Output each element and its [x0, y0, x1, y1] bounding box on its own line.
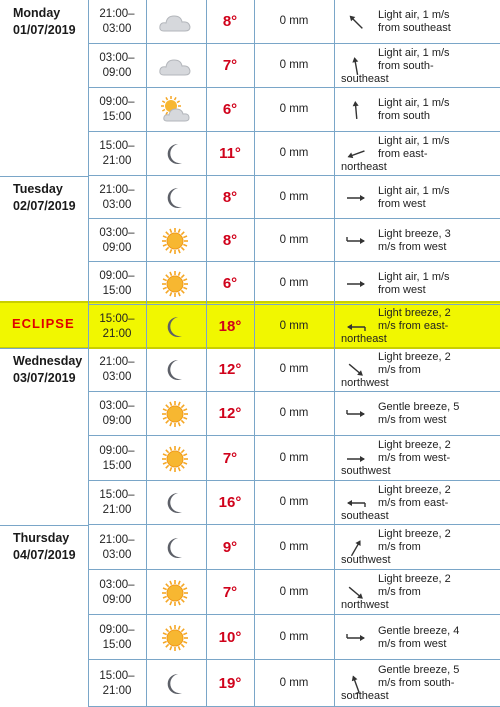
arrow-shape	[348, 14, 365, 31]
time-range	[88, 51, 146, 81]
time-start: 21:00–	[99, 183, 135, 196]
arrow-shape	[352, 101, 360, 119]
wind-line: Gentle breeze, 5	[378, 401, 460, 413]
day-date: 03/07/2019	[13, 371, 76, 385]
temperature: 6°	[222, 274, 238, 292]
temperature: 12°	[218, 405, 242, 422]
sun-ray	[183, 641, 187, 643]
wind-line: Light breeze, 2	[378, 483, 451, 496]
sun-ray	[170, 228, 172, 232]
moon-shape	[168, 673, 182, 693]
sun-ray	[163, 633, 167, 635]
time-range	[88, 533, 146, 563]
temperature: 19°	[218, 674, 242, 692]
arrow-shape	[347, 410, 365, 417]
time-range	[88, 226, 146, 256]
temperature: 16°	[218, 494, 242, 511]
wind-line: m/s from south-	[378, 677, 455, 689]
time-start: 15:00–	[99, 669, 135, 682]
wind-line: Light breeze, 2	[378, 528, 451, 540]
sun-ray	[163, 454, 167, 456]
sun-disc	[167, 406, 183, 422]
sun-ray	[181, 247, 184, 250]
time-start: 21:00–	[99, 8, 135, 20]
sun-ray	[183, 417, 187, 419]
sun-icon	[158, 444, 192, 474]
precipitation: 0 mm	[279, 676, 309, 689]
wind-description	[378, 97, 498, 123]
sun-ray	[181, 290, 184, 293]
temperature: 7°	[222, 57, 238, 74]
wind-line: Light air, 1 m/s	[378, 46, 450, 59]
time-range	[88, 578, 146, 608]
sun-ray	[170, 580, 172, 584]
wind-line: m/s from west	[378, 414, 447, 426]
wind-line: m/s from west	[378, 240, 447, 253]
temperature: 8°	[222, 188, 238, 206]
arrow-shape	[347, 324, 365, 331]
time-range	[88, 183, 146, 213]
wind-line: southwest	[341, 465, 391, 477]
wind-arrow-icon	[344, 98, 368, 122]
sun-ray	[163, 417, 167, 419]
time-end: 09:00	[102, 241, 132, 254]
precipitation: 0 mm	[279, 496, 309, 508]
sun-icon	[158, 623, 192, 653]
moon-icon	[158, 669, 192, 699]
cloud-icon	[158, 51, 192, 81]
wind-description	[341, 134, 498, 174]
time-end: 03:00	[102, 548, 132, 561]
moon-shape	[168, 537, 182, 557]
arrow-shape	[347, 456, 365, 462]
time-end: 15:00	[102, 459, 132, 472]
moon-shape	[168, 493, 182, 513]
sun-ray	[166, 290, 169, 293]
time-start: 15:00–	[99, 140, 135, 152]
time-start: 09:00–	[99, 623, 135, 636]
sun-ray	[178, 580, 180, 584]
day-name: Tuesday	[13, 182, 63, 196]
time-start: 03:00–	[99, 400, 135, 412]
moon-icon	[158, 355, 192, 385]
wind-line: northeast	[341, 160, 387, 173]
precipitation: 0 mm	[279, 233, 309, 246]
wind-line: Light breeze, 2	[378, 573, 451, 585]
sun-ray	[181, 405, 184, 408]
wind-line: Light breeze, 2	[378, 307, 451, 319]
wind-description	[341, 664, 498, 703]
time-range	[88, 444, 146, 474]
wind-description	[378, 625, 498, 651]
wind-description	[341, 350, 498, 390]
wind-arrow-icon	[344, 186, 368, 210]
sun-ray	[166, 247, 169, 250]
precipitation: 0 mm	[279, 630, 309, 643]
day-separator	[0, 176, 88, 177]
sun-ray	[166, 420, 169, 423]
sun-disc	[167, 233, 183, 249]
day-date: 04/07/2019	[13, 548, 76, 562]
time-start: 15:00–	[99, 489, 135, 501]
day-name: Thursday	[13, 531, 70, 545]
wind-description	[341, 46, 498, 86]
sun-ray	[166, 274, 169, 277]
sun-ray	[178, 446, 180, 450]
wind-line: m/s from west-	[378, 452, 451, 464]
sun-ray	[163, 596, 167, 598]
sun-ray	[178, 249, 180, 253]
temperature: 8°	[222, 231, 238, 249]
time-range	[88, 669, 146, 699]
wind-line: Light air, 1 m/s	[378, 184, 450, 197]
time-end: 15:00	[102, 284, 132, 297]
wind-line: northeast	[341, 333, 387, 345]
day-label	[13, 181, 76, 215]
sun-ray	[178, 467, 180, 471]
time-start: 03:00–	[99, 52, 135, 64]
sun-ray	[163, 244, 167, 246]
temperature: 7°	[222, 449, 238, 467]
wind-arrow-icon	[344, 10, 368, 34]
time-end: 09:00	[102, 593, 132, 606]
cloud-shape	[160, 16, 190, 31]
wind-description	[378, 9, 498, 35]
sun-ray	[183, 633, 187, 635]
sun-icon	[158, 578, 192, 608]
precipitation: 0 mm	[279, 585, 309, 598]
wind-line: from west	[378, 283, 426, 296]
sun-ray	[183, 588, 187, 590]
time-range	[88, 312, 146, 342]
time-range	[88, 488, 146, 518]
sun-ray	[163, 279, 167, 281]
wind-arrow-icon	[344, 402, 368, 426]
partly-cloudy-icon	[158, 95, 192, 125]
wind-line: Light air, 1 m/s	[378, 97, 450, 109]
moon-icon	[158, 533, 192, 563]
temperature: 10°	[218, 628, 242, 646]
sun-ray	[170, 292, 172, 296]
wind-line: southwest	[341, 554, 391, 566]
time-end: 21:00	[102, 504, 132, 516]
time-end: 03:00	[102, 198, 132, 211]
sun-ray	[181, 583, 184, 586]
wind-line: from south-	[378, 59, 434, 72]
sun-ray	[183, 244, 187, 246]
time-start: 03:00–	[99, 226, 135, 239]
wind-description	[378, 228, 498, 254]
time-start: 09:00–	[99, 96, 135, 108]
sun-ray	[163, 409, 167, 411]
sun-disc	[167, 630, 183, 646]
moon-shape	[168, 187, 182, 207]
arrow-shape	[347, 195, 365, 201]
day-name: Monday	[13, 6, 61, 20]
time-range	[88, 623, 146, 653]
sun-ray	[163, 236, 167, 238]
day-label	[13, 5, 76, 39]
precipitation: 0 mm	[279, 190, 309, 203]
arrow-shape	[347, 634, 365, 641]
sun-ray	[178, 646, 180, 650]
precipitation: 0 mm	[279, 540, 309, 553]
temperature: 9°	[222, 538, 238, 556]
moon-icon	[158, 488, 192, 518]
wind-description	[378, 401, 498, 427]
sun-ray	[170, 402, 172, 406]
sun-ray	[181, 599, 184, 602]
day-name: Wednesday	[13, 354, 83, 368]
arrow-shape	[347, 237, 365, 244]
wind-line: Light air, 1 m/s	[378, 9, 450, 21]
day-date: 02/07/2019	[13, 199, 76, 213]
precipitation: 0 mm	[279, 276, 309, 289]
time-range	[88, 269, 146, 299]
temperature: 6°	[222, 101, 238, 118]
sun-ray	[183, 279, 187, 281]
wind-description	[378, 185, 498, 211]
sun-disc	[167, 585, 183, 601]
wind-line: m/s from west	[378, 637, 447, 650]
day-label	[13, 353, 82, 387]
wind-description	[341, 483, 498, 523]
wind-arrow-icon	[344, 229, 368, 253]
sun-ray	[181, 449, 184, 452]
sun-ray	[163, 287, 167, 289]
sun-ray	[181, 644, 184, 647]
eclipse-label: ECLIPSE	[12, 316, 75, 331]
time-start: 21:00–	[99, 356, 135, 368]
arrow-shape	[347, 281, 365, 287]
sun-ray	[181, 231, 184, 234]
sun-icon	[158, 269, 192, 299]
precipitation: 0 mm	[279, 363, 309, 375]
time-start: 15:00–	[99, 312, 135, 325]
moon-shape	[168, 316, 182, 336]
sun-ray	[166, 449, 169, 452]
moon-shape	[168, 144, 182, 164]
wind-line: Light air, 1 m/s	[378, 134, 450, 147]
precipitation: 0 mm	[279, 147, 309, 159]
day-separator	[0, 348, 88, 349]
sun-ray	[166, 599, 169, 602]
wind-line: m/s from	[378, 541, 421, 553]
sun-ray	[183, 462, 187, 464]
sun-ray	[183, 454, 187, 456]
time-start: 03:00–	[99, 578, 135, 591]
wind-line: Light air, 1 m/s	[378, 270, 450, 283]
sun-ray	[166, 465, 169, 468]
day-separator	[0, 525, 88, 526]
moon-icon	[158, 183, 192, 213]
sun-ray	[181, 274, 184, 277]
sun-ray	[178, 402, 180, 406]
temperature: 11°	[219, 145, 241, 162]
precipitation: 0 mm	[279, 319, 309, 332]
arrow-shape	[347, 148, 366, 160]
time-end: 03:00	[102, 371, 132, 383]
wind-description	[341, 439, 498, 478]
sun-ray	[183, 287, 187, 289]
time-end: 09:00	[102, 415, 132, 427]
wind-description	[341, 528, 498, 567]
time-start: 09:00–	[99, 444, 135, 457]
temperature: 18°	[218, 317, 242, 335]
time-end: 15:00	[102, 638, 132, 651]
sun-ray	[178, 422, 180, 426]
time-end: 09:00	[102, 67, 132, 79]
sun-ray	[163, 588, 167, 590]
wind-line: northwest	[341, 599, 389, 611]
sun-icon	[158, 226, 192, 256]
sun-ray	[178, 228, 180, 232]
sun-ray	[170, 467, 172, 471]
wind-line: from southeast	[378, 22, 451, 34]
time-end: 21:00	[102, 684, 132, 697]
cloud-icon	[158, 7, 192, 37]
temperature: 7°	[222, 583, 238, 601]
time-end: 03:00	[102, 23, 132, 35]
sun-ray	[170, 271, 172, 275]
arrow-shape	[347, 500, 365, 507]
sun-ray	[170, 646, 172, 650]
wind-line: Light breeze, 2	[378, 350, 451, 363]
sun-ray	[181, 628, 184, 631]
wind-line: southeast	[341, 509, 389, 522]
sun-ray	[183, 596, 187, 598]
sun-ray	[183, 409, 187, 411]
wind-line: Gentle breeze, 4	[378, 624, 460, 637]
wind-line: Light breeze, 2	[378, 439, 451, 451]
precipitation: 0 mm	[279, 407, 309, 419]
precipitation: 0 mm	[279, 451, 309, 464]
sun-ray	[178, 601, 180, 605]
wind-description	[341, 307, 498, 346]
precipitation: 0 mm	[279, 15, 309, 27]
sun-ray	[170, 625, 172, 629]
time-range	[88, 95, 146, 125]
sun-ray	[170, 446, 172, 450]
sun-ray	[163, 462, 167, 464]
time-start: 21:00–	[99, 533, 135, 546]
sun-ray	[166, 644, 169, 647]
sun-ray	[183, 236, 187, 238]
time-end: 15:00	[102, 111, 132, 123]
sun-disc	[167, 276, 183, 292]
sun-ray	[166, 583, 169, 586]
sun-ray	[181, 465, 184, 468]
wind-arrow-icon	[344, 272, 368, 296]
wind-line: Gentle breeze, 5	[378, 664, 460, 676]
sun-ray	[170, 249, 172, 253]
sun-ray	[166, 231, 169, 234]
sun-icon	[158, 399, 192, 429]
time-range	[88, 399, 146, 429]
wind-line: m/s from east-	[378, 320, 449, 332]
sun-ray	[181, 420, 184, 423]
moon-icon	[158, 139, 192, 169]
wind-line: m/s from east-	[378, 496, 449, 509]
wind-line: from east-	[378, 147, 428, 160]
wind-line: southeast	[341, 72, 389, 85]
wind-line: from south	[378, 110, 430, 122]
sun-ray	[178, 625, 180, 629]
wind-line: southeast	[341, 690, 389, 702]
wind-line: northwest	[341, 376, 389, 389]
temperature: 8°	[222, 13, 238, 30]
time-range	[88, 7, 146, 37]
day-label	[13, 530, 76, 564]
time-range	[88, 355, 146, 385]
sun-ray	[178, 292, 180, 296]
time-end: 21:00	[102, 327, 132, 340]
sun-ray	[166, 405, 169, 408]
cloud-shape	[160, 60, 190, 75]
precipitation: 0 mm	[279, 59, 309, 71]
wind-arrow-icon	[344, 626, 368, 650]
wind-description	[378, 271, 498, 297]
moon-shape	[168, 360, 182, 380]
wind-line: from west	[378, 197, 426, 210]
wind-line: Light breeze, 3	[378, 227, 451, 240]
time-range	[88, 139, 146, 169]
wind-description	[341, 573, 498, 612]
day-date: 01/07/2019	[13, 23, 76, 37]
time-start: 09:00–	[99, 269, 135, 282]
wind-line: m/s from	[378, 586, 421, 598]
sun-ray	[170, 422, 172, 426]
sun-ray	[178, 271, 180, 275]
precipitation: 0 mm	[279, 103, 309, 115]
temperature: 12°	[218, 361, 242, 378]
time-end: 21:00	[102, 155, 132, 167]
wind-line: m/s from	[378, 363, 421, 376]
sun-ray	[163, 641, 167, 643]
sun-ray	[170, 601, 172, 605]
sun-disc	[167, 451, 183, 467]
moon-icon	[158, 312, 192, 342]
sun-ray	[166, 628, 169, 631]
